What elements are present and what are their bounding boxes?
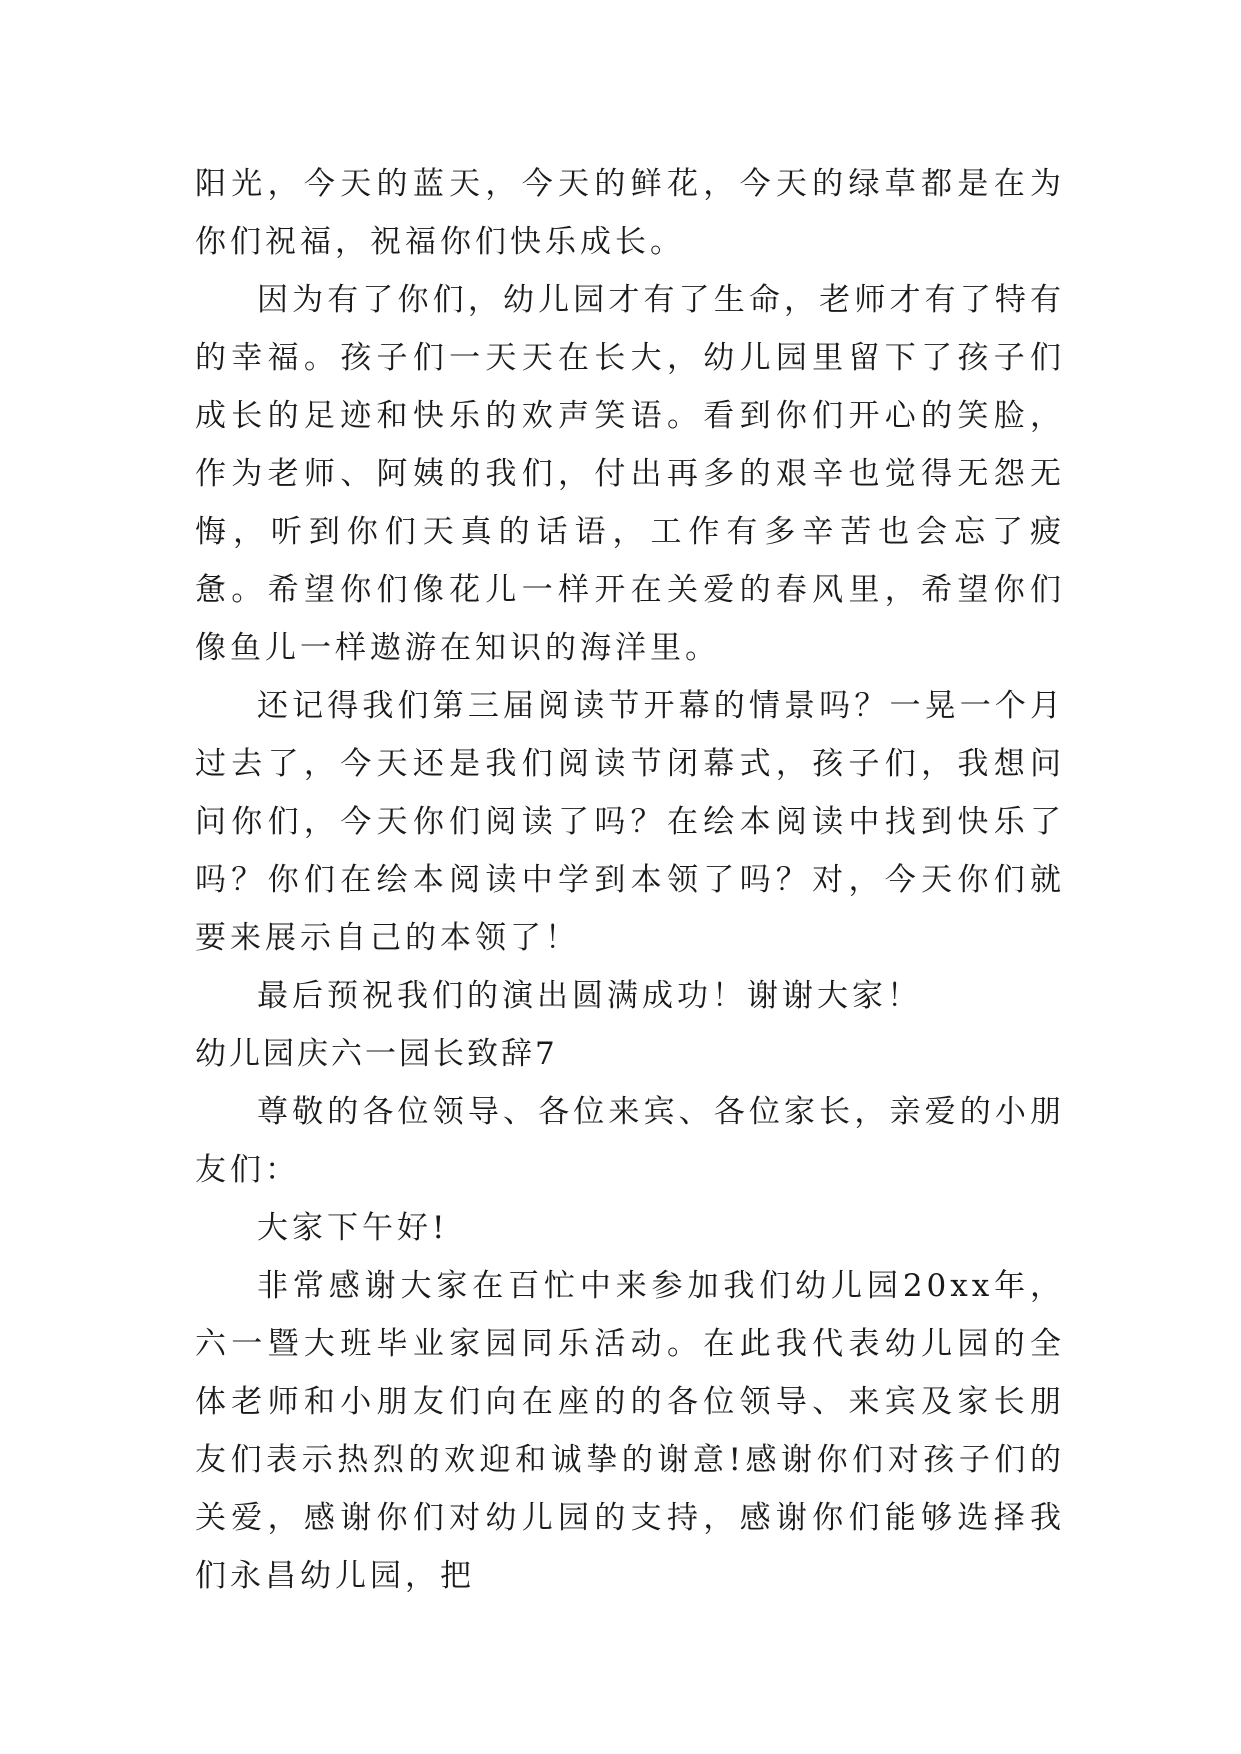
document-body: [195, 155, 1065, 1605]
paragraph: 还记得我们第三届阅读节开幕的情景吗？一晃一个月过去了，今天还是我们阅读节闭幕式，孩子们，我想问问你们，今天你们阅读了吗？在绘本阅读中找到快乐了吗？你们在绘本阅读中学到本领了吗？对，今天你们就要来展示自己的本领了！: [195, 688, 1065, 956]
section-heading: 幼儿园庆六一园长致辞7: [195, 1036, 558, 1072]
paragraph: 因为有了你们，幼儿园才有了生命，老师才有了特有的幸福。孩子们一天天在长大，幼儿园里留下了孩子们成长的足迹和快乐的欢声笑语。看到你们开心的笑脸，作为老师、阿姨的我们，付出再多的艰辛也觉得无怨无悔，听到你们天真的话语，工作有多辛苦也会忘了疲惫。希望你们像花儿一样开在关爱的春风里，希望你们像鱼儿一样遨游在知识的海洋里。: [195, 282, 1065, 666]
paragraph: 最后预祝我们的演出圆满成功！谢谢大家！: [257, 978, 922, 1014]
paragraph: 阳光，今天的蓝天，今天的鲜花，今天的绿草都是在为你们祝福，祝福你们快乐成长。: [195, 166, 1065, 260]
paragraph: 非常感谢大家在百忙中来参加我们幼儿园20xx年，六一暨大班毕业家园同乐活动。在此我代表幼儿园的全体老师和小朋友们向在座的的各位领导、来宾及家长朋友们表示热烈的欢迎和诚挚的谢意!感谢你们对孩子们的关爱，感谢你们对幼儿园的支持，感谢你们能够选择我们永昌幼儿园，把: [195, 1268, 1065, 1594]
paragraph: 大家下午好!: [257, 1210, 449, 1246]
paragraph: 尊敬的各位领导、各位来宾、各位家长，亲爱的小朋友们：: [195, 1094, 1065, 1188]
